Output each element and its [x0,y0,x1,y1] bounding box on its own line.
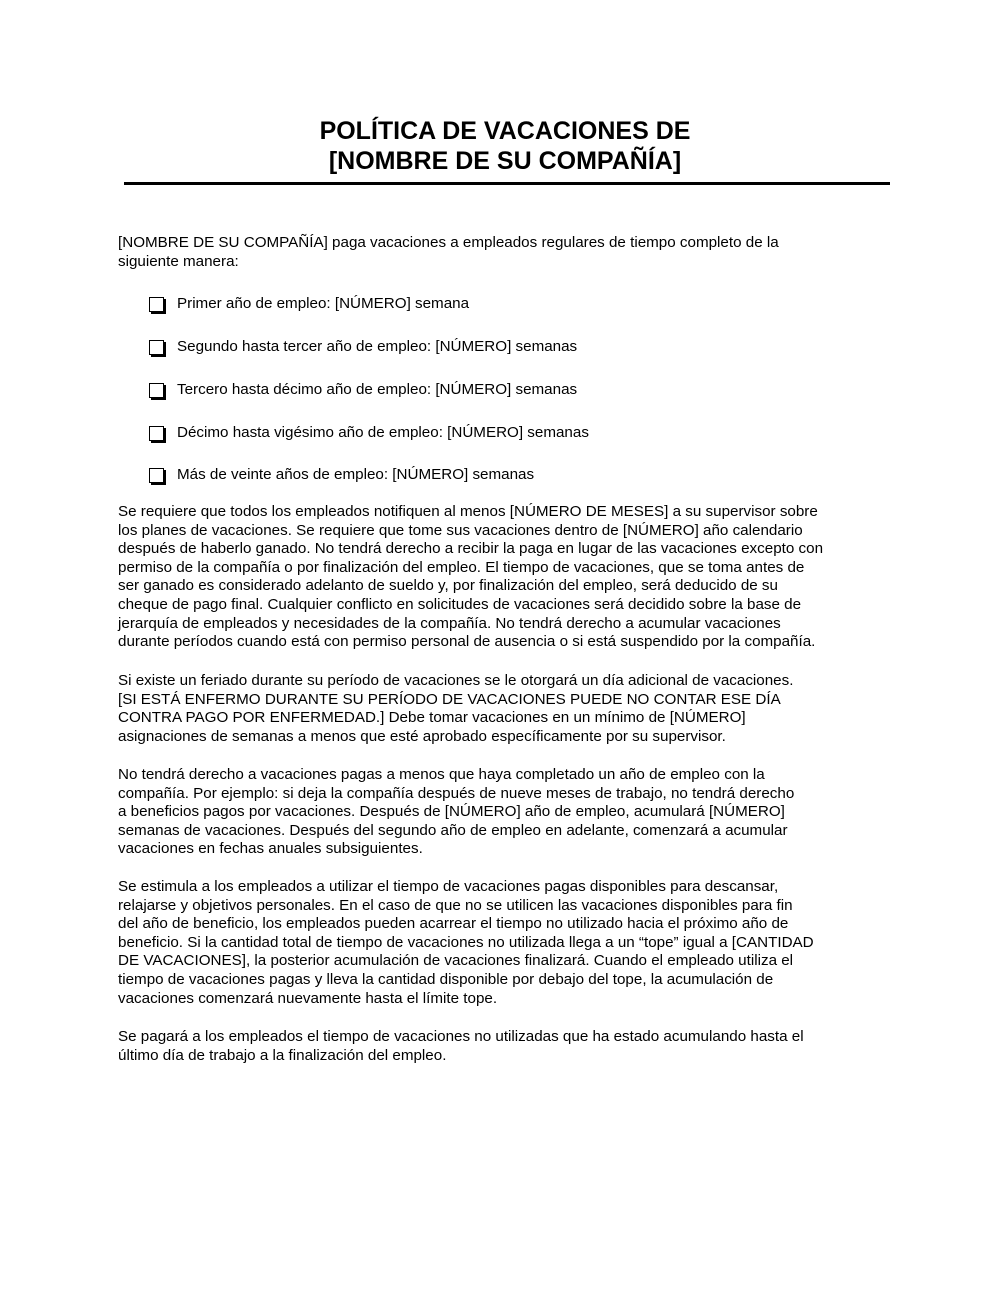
checkbox-icon [149,297,164,312]
text-line: asignaciones de semanas a menos que esté aprobado específicamente por su supervisor. [118,727,726,745]
list-item-label: Tercero hasta décimo año de empleo: [NÚMERO] semanas [177,381,578,398]
text-line: ser ganado es considerado adelanto de sueldo y, por finalización del empleo, será deducido de su [118,577,778,595]
text-line: vacaciones comenzará nuevamente hasta el límite tope. [118,989,498,1007]
text-line: jerarquía de empleados y necesidades de la compañía. No tendrá derecho a acumular vacaciones [118,614,781,632]
text-line: DE VACACIONES], la posterior acumulación de vacaciones finalizará. Cuando el empleado utiliza el [118,952,794,970]
text-line: [NOMBRE DE SU COMPAÑÍA] paga vacaciones a empleados regulares de tiempo completo de la [118,234,779,251]
title-line-1: POLÍTICA DE VACACIONES DE [319,117,691,145]
list-item-label: Más de veinte años de empleo: [NÚMERO] semanas [177,466,535,483]
title-line-2: [NOMBRE DE SU COMPAÑÍA] [328,147,682,175]
text-line: compañía. Por ejemplo: si deja la compañía después de nueve meses de trabajo, no tendrá derecho [118,784,795,802]
document-title [120,116,890,176]
checkbox-icon [149,383,164,398]
title-underline [124,182,890,185]
list-item-label: Décimo hasta vigésimo año de empleo: [NÚMERO] semanas [177,424,589,441]
text-line: permiso de la compañía o por finalización del empleo. El tiempo de vacaciones, que se toma antes de [118,558,805,576]
paragraph-payout [118,1028,898,1065]
list-item-label: Primer año de empleo: [NÚMERO] semana [177,295,470,312]
text-line: a beneficios pagos por vacaciones. Después de [NÚMERO] año de empleo, acumulará [NÚMERO] [118,803,785,821]
text-line: cheque de pago final. Cualquier conflicto en solicitudes de vacaciones será decidido sobre la base de [118,595,802,613]
text-line: Si existe un feriado durante su período de vacaciones se le otorgará un día adicional de vacaciones. [118,672,794,689]
text-line: Se estimula a los empleados a utilizar el tiempo de vacaciones pagas disponibles para descansar, [118,878,779,895]
text-line: siguiente manera: [118,252,239,270]
checkbox-icon [149,340,164,355]
text-line: último día de trabajo a la finalización del empleo. [118,1046,447,1064]
text-line: Se requiere que todos los empleados notifiquen al menos [NÚMERO DE MESES] a su supervisor sobre [118,503,818,520]
text-line: durante períodos cuando está con permiso personal de ausencia o si está suspendido por la compañía. [118,633,816,651]
text-line: semanas de vacaciones. Después del segundo año de empleo en adelante, comenzará a acumular [118,821,788,839]
text-line: del año de beneficio, los empleados pueden acarrear el tiempo no utilizado hacia el próximo año de [118,915,789,933]
text-line: vacaciones en fechas anuales subsiguientes. [118,840,423,858]
text-line: tiempo de vacaciones pagas y lleva la cantidad disponible por debajo del tope, la acumulación de [118,970,774,988]
checkbox-icon [149,468,164,483]
text-line: No tendrá derecho a vacaciones pagas a menos que haya completado un año de empleo con la [118,766,765,783]
paragraph-eligibility [118,766,898,859]
text-line: Se pagará a los empleados el tiempo de vacaciones no utilizadas que ha estado acumulando hasta el [118,1028,804,1045]
text-line: relajarse y objetivos personales. En el caso de que no se utilicen las vacaciones disponibles para fin [118,896,793,914]
text-line: beneficio. Si la cantidad total de tiempo de vacaciones no utilizada llega a un “tope” igual a [CANTIDAD [118,933,814,951]
paragraph-carryover [118,878,898,1008]
paragraph-notification [118,503,898,652]
text-line: los planes de vacaciones. Se requiere que tome sus vacaciones dentro de [NÚMERO] año calendario [118,521,803,539]
checkbox-icon [149,426,164,441]
intro-paragraph [118,234,898,271]
paragraph-holidays [118,672,898,746]
list-item-label: Segundo hasta tercer año de empleo: [NÚMERO] semanas [177,338,578,355]
text-line: CONTRA PAGO POR ENFERMEDAD.] Debe tomar vacaciones en un mínimo de [NÚMERO] [118,709,746,727]
text-line: [SI ESTÁ ENFERMO DURANTE SU PERÍODO DE VACACIONES PUEDE NO CONTAR ESE DÍA [118,690,781,708]
text-line: después de haberlo ganado. No tendrá derecho a recibir la paga en lugar de las vacaciones excepto con [118,540,824,558]
